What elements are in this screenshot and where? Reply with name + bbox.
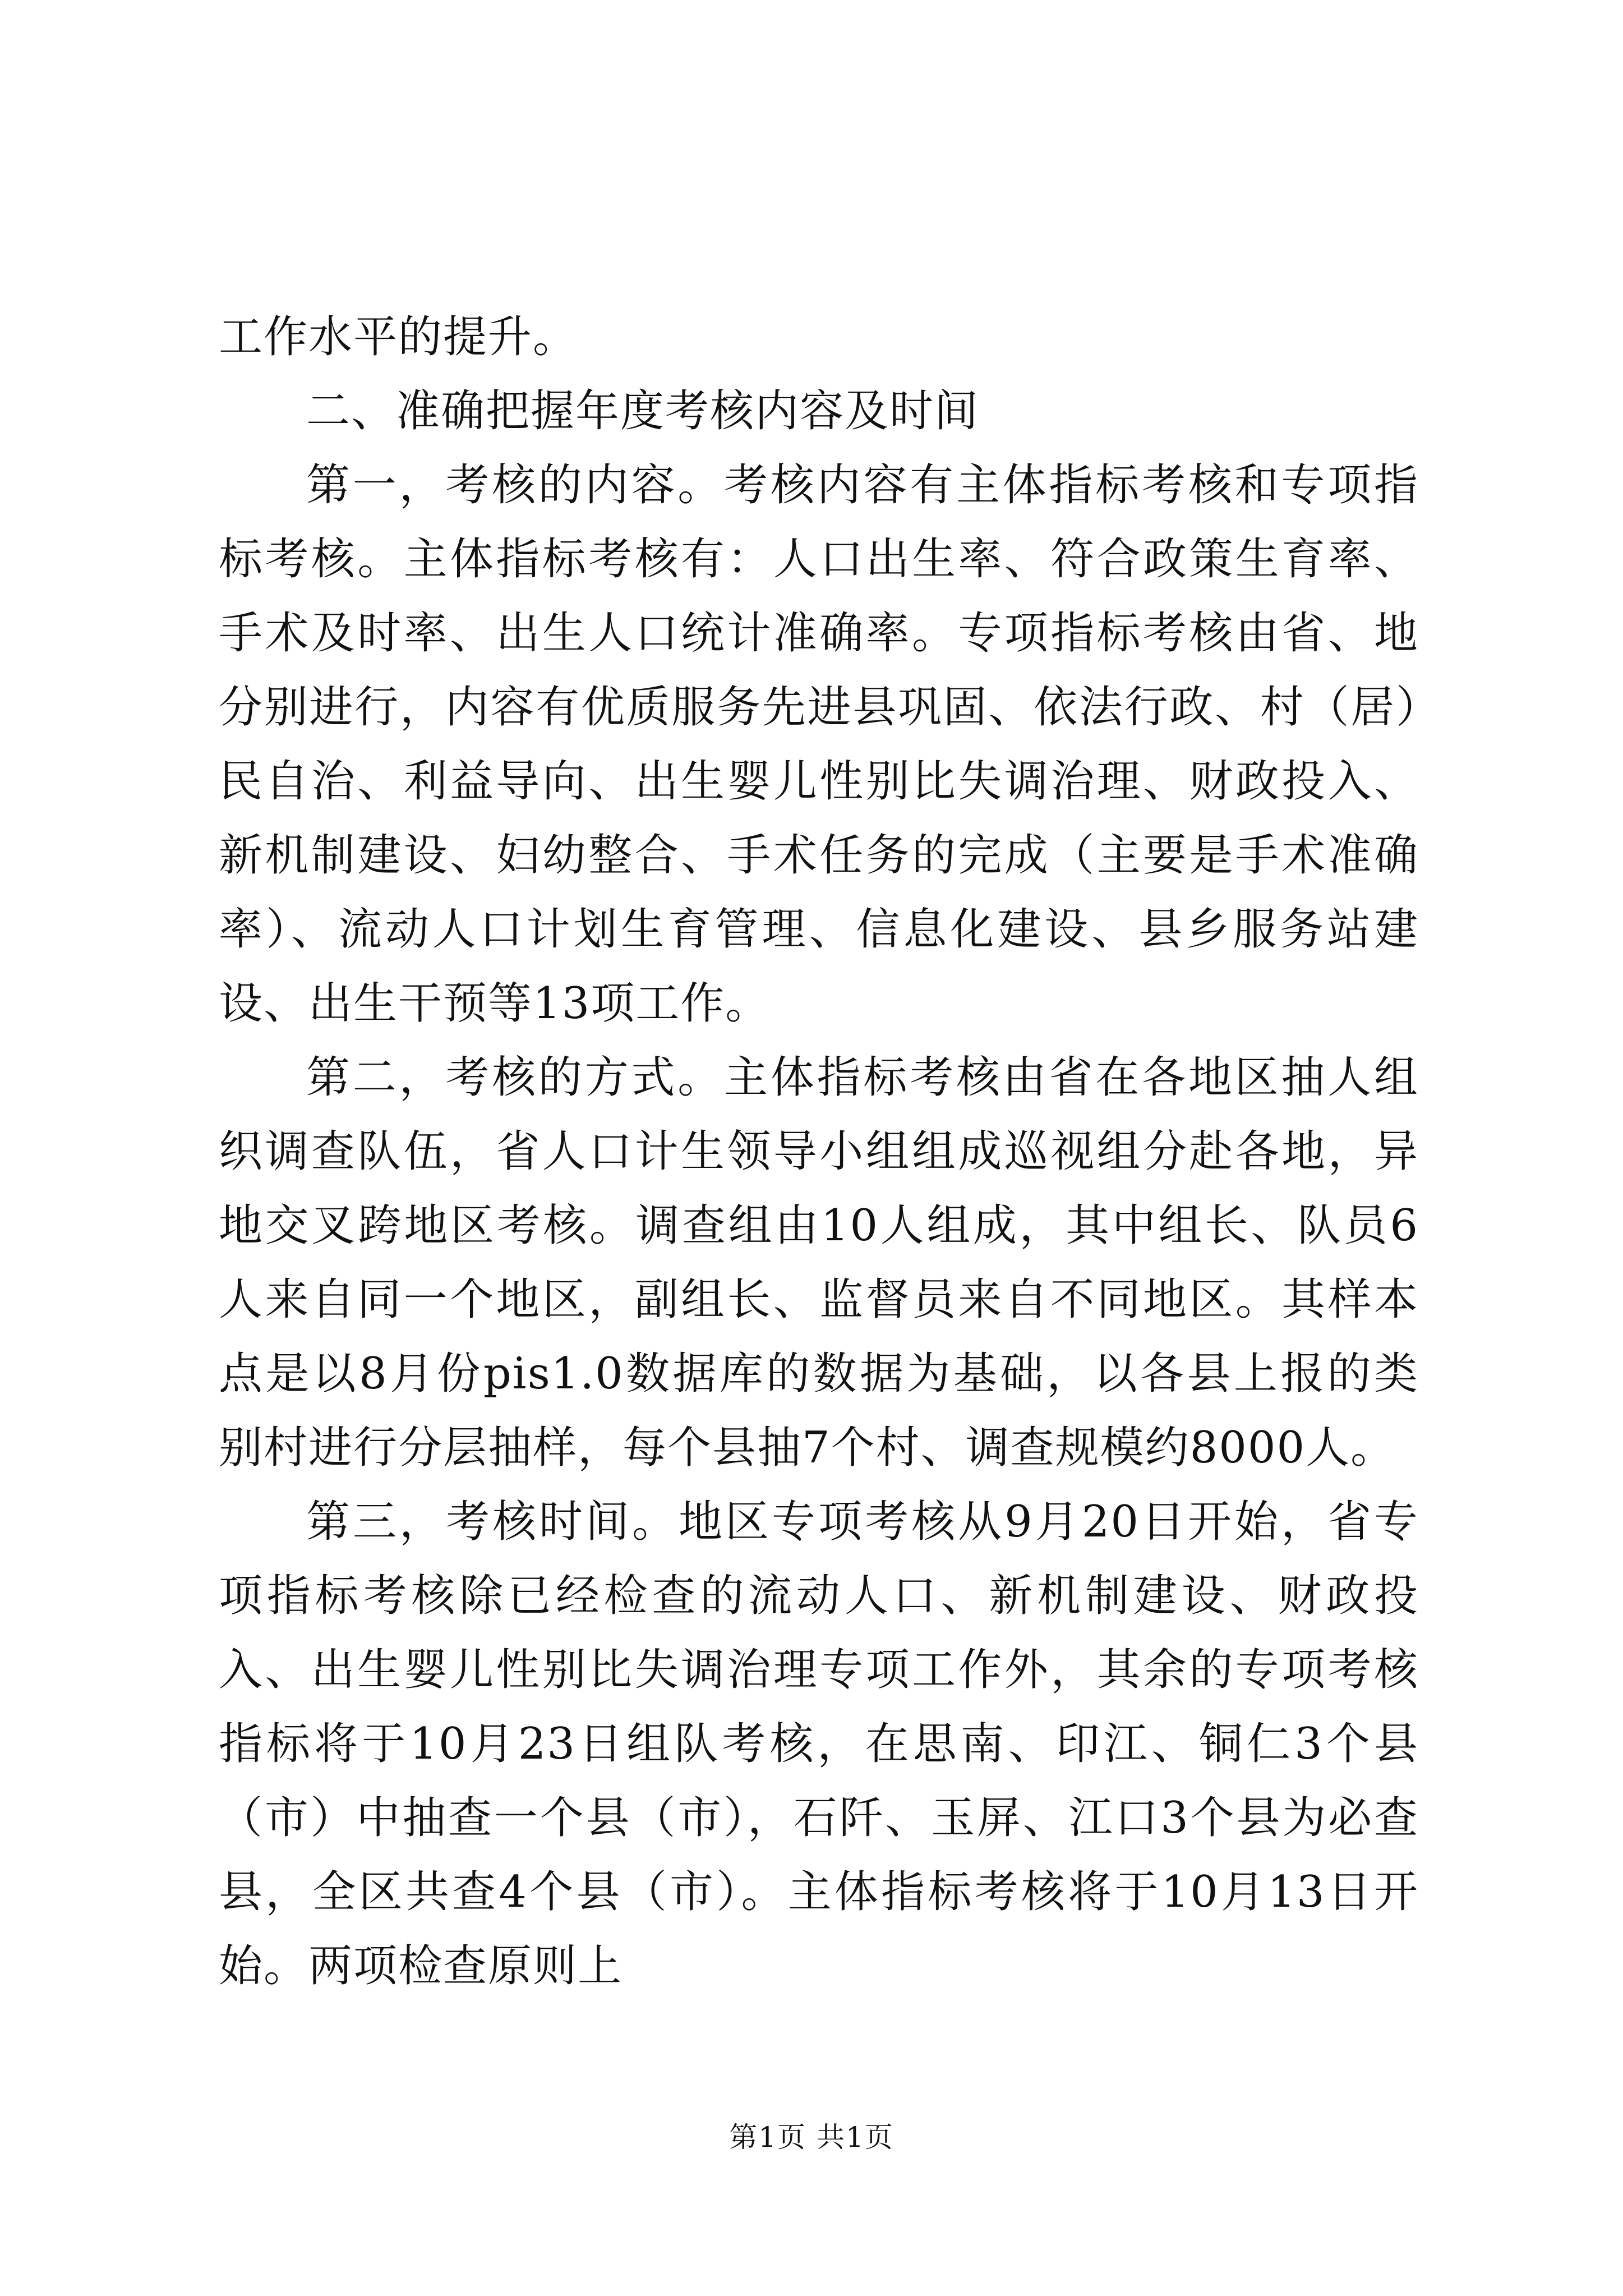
paragraph-method: 第二，考核的方式。主体指标考核由省在各地区抽人组织调查队伍，省人口计生领导小组组成巡视组分赴各地，异地交叉跨地区考核。调查组由10人组成，其中组长、队员6人来自同一个地区，副组长、监督员来自不同地区。其样本点是以8月份pis1.0数据库的数据为基础，以各县上报的类别村进行分层抽样，每个县抽7个村、调查规模约8000人。 — [219, 1052, 1419, 1473]
paragraph-continuation: 工作水平的提升。 — [219, 312, 578, 362]
section-heading: 二、准确把握年度考核内容及时间 — [306, 386, 980, 436]
page-footer — [0, 2118, 1623, 2157]
page-number: 第1页 共1页 — [729, 2121, 894, 2154]
document-body — [219, 300, 1419, 2003]
paragraph-content: 第一，考核的内容。考核内容有主体指标考核和专项指标考核。主体指标考核有：人口出生率、符合政策生育率、手术及时率、出生人口统计准确率。专项指标考核由省、地分别进行，内容有优质服务先进县巩固、依法行政、村（居）民自治、利益导向、出生婴儿性别比失调治理、财政投入、新机制建设、妇幼整合、手术任务的完成（主要是手术准确率）、流动人口计划生育管理、信息化建设、县乡服务站建设、出生干预等13项工作。 — [219, 460, 1419, 1029]
paragraph-time: 第三，考核时间。地区专项考核从9月20日开始，省专项指标考核除已经检查的流动人口、新机制建设、财政投入、出生婴儿性别比失调治理专项工作外，其余的专项考核指标将于10月23日组队考核，在思南、印江、铜仁3个县（市）中抽查一个县（市），石阡、玉屏、江口3个县为必查县，全区共查4个县（市）。主体指标考核将于10月13日开始。两项检查原则上 — [219, 1497, 1419, 1991]
